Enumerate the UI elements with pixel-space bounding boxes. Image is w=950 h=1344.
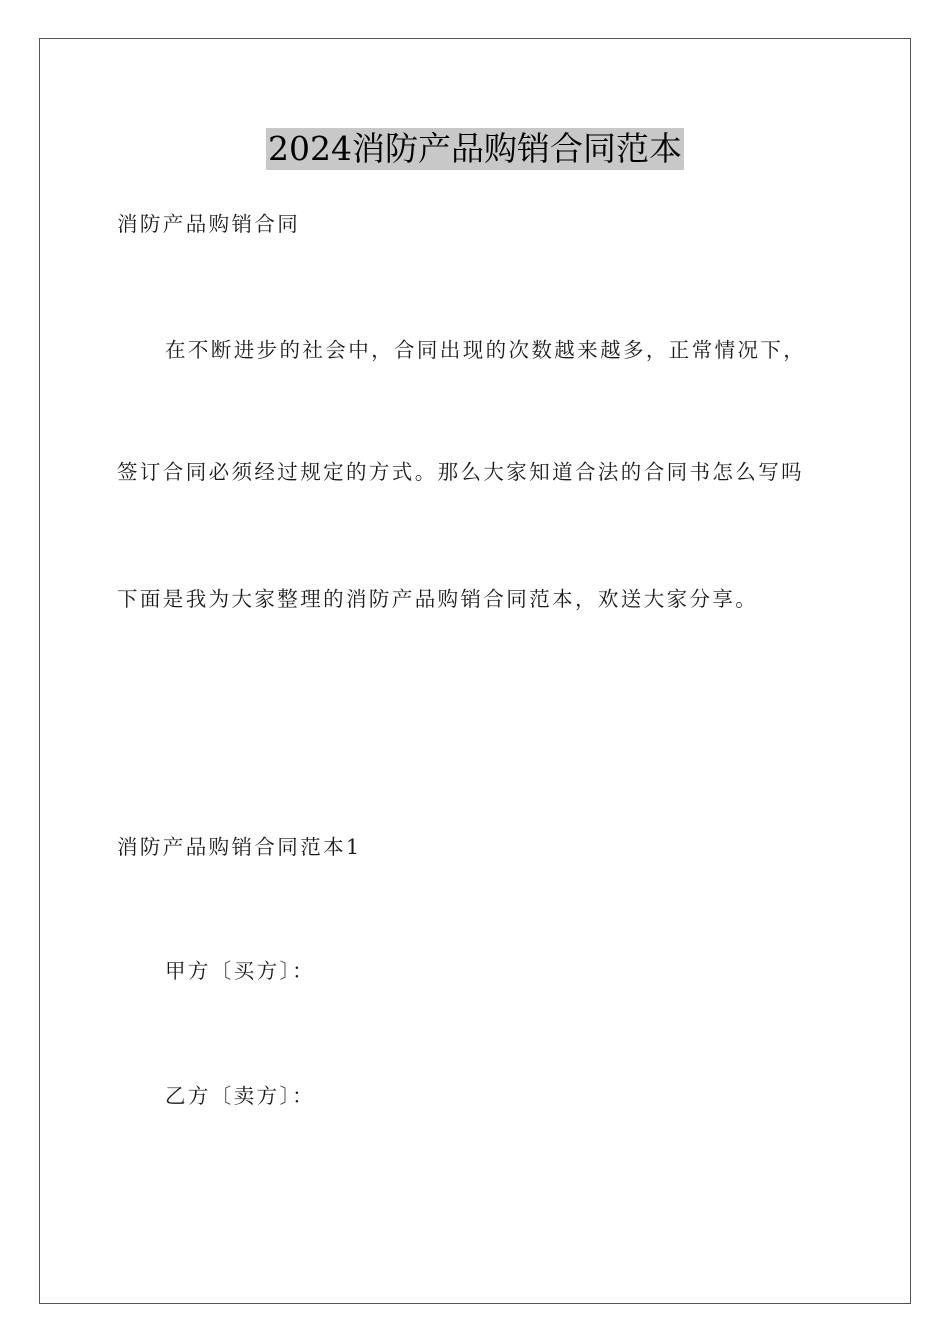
party-b-label: 乙方〔卖方〕： (165, 1084, 316, 1108)
document-title: 2024消防产品购销合同范本 (268, 129, 682, 168)
intro-line-2: 签订合同必须经过规定的方式。那么大家知道合法的合同书怎么写吗 (117, 460, 804, 484)
section-heading: 消防产品购销合同范本1 (117, 835, 362, 859)
title-container (0, 128, 950, 170)
party-a-label: 甲方〔买方〕： (165, 959, 316, 983)
intro-line-1: 在不断进步的社会中，合同出现的次数越来越多，正常情况下， (165, 338, 807, 362)
document-subtitle: 消防产品购销合同 (117, 212, 301, 236)
intro-line-3: 下面是我为大家整理的消防产品购销合同范本，欢送大家分享。 (117, 587, 759, 611)
